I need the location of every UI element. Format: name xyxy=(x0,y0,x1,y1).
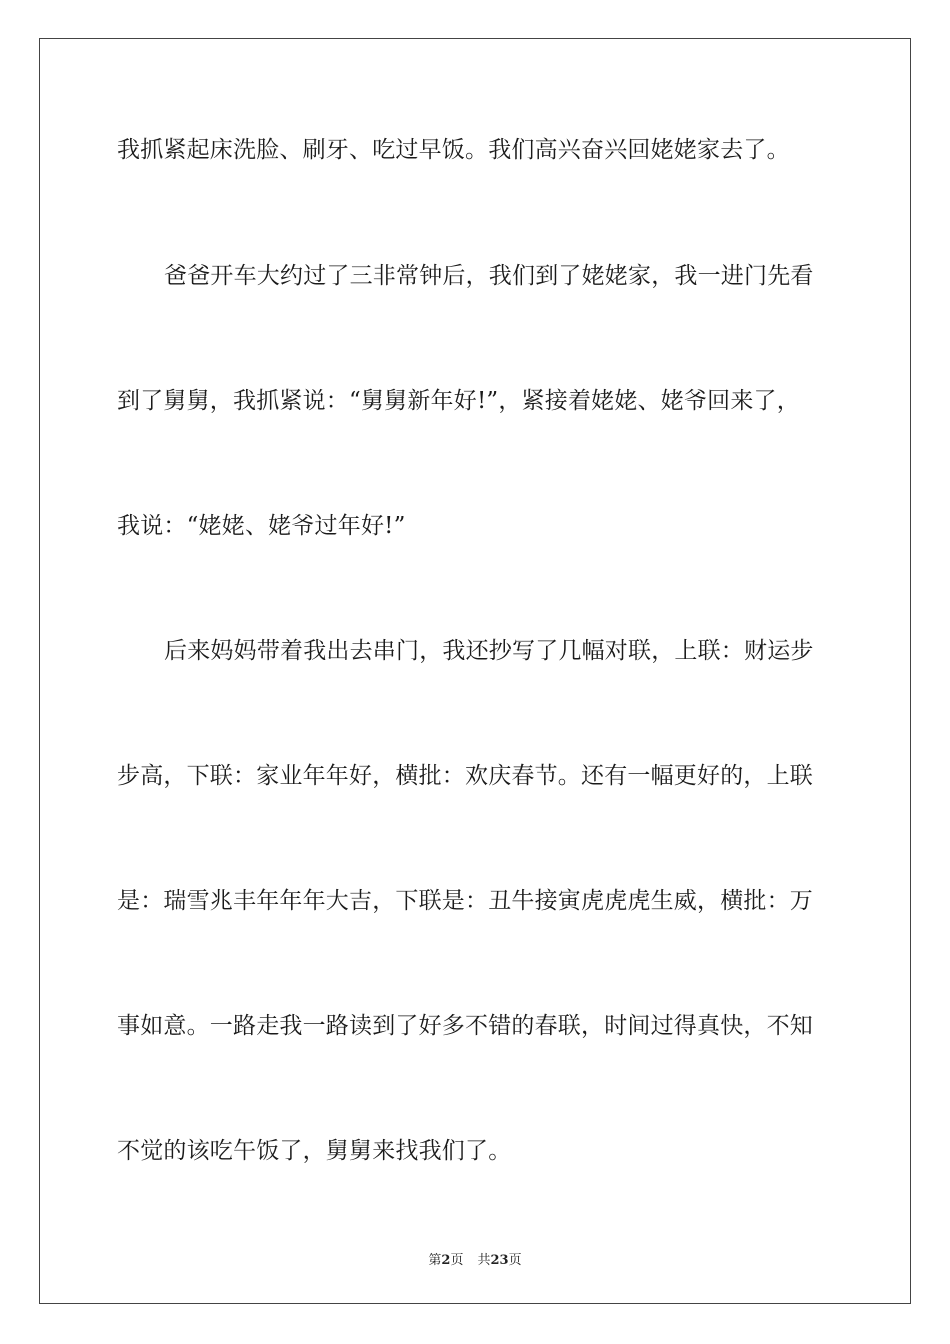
text-line: 到了舅舅，我抓紧说：“舅舅新年好!”，紧接着姥姥、姥爷回来了， xyxy=(117,388,800,414)
total-pages: 23 xyxy=(490,1253,509,1268)
page-label-prefix: 第 xyxy=(428,1253,442,1268)
text-line: 我抓紧起床洗脸、刷牙、吃过早饭。我们高兴奋兴回姥姥家去了。 xyxy=(117,137,790,163)
page-border xyxy=(39,38,911,1304)
text-line: 是：瑞雪兆丰年年年大吉，下联是：丑牛接寅虎虎虎生威，横批：万 xyxy=(117,888,813,914)
total-label-prefix: 共 xyxy=(477,1253,491,1268)
text-line: 爸爸开车大约过了三非常钟后，我们到了姥姥家，我一进门先看 xyxy=(164,263,814,289)
text-line: 我说：“姥姥、姥爷过年好!” xyxy=(117,513,406,539)
page-number: 2 xyxy=(441,1253,451,1268)
text-line: 不觉的该吃午饭了，舅舅来找我们了。 xyxy=(117,1138,512,1164)
text-line: 后来妈妈带着我出去串门，我还抄写了几幅对联，上联：财运步 xyxy=(164,638,814,664)
text-line: 步高，下联：家业年年好，横批：欢庆春节。还有一幅更好的，上联 xyxy=(117,763,813,789)
page-label-suffix: 页 xyxy=(450,1253,464,1268)
text-line: 事如意。一路走我一路读到了好多不错的春联，时间过得真快，不知 xyxy=(117,1013,813,1039)
total-label-suffix: 页 xyxy=(508,1253,522,1268)
page-footer xyxy=(0,1249,950,1268)
